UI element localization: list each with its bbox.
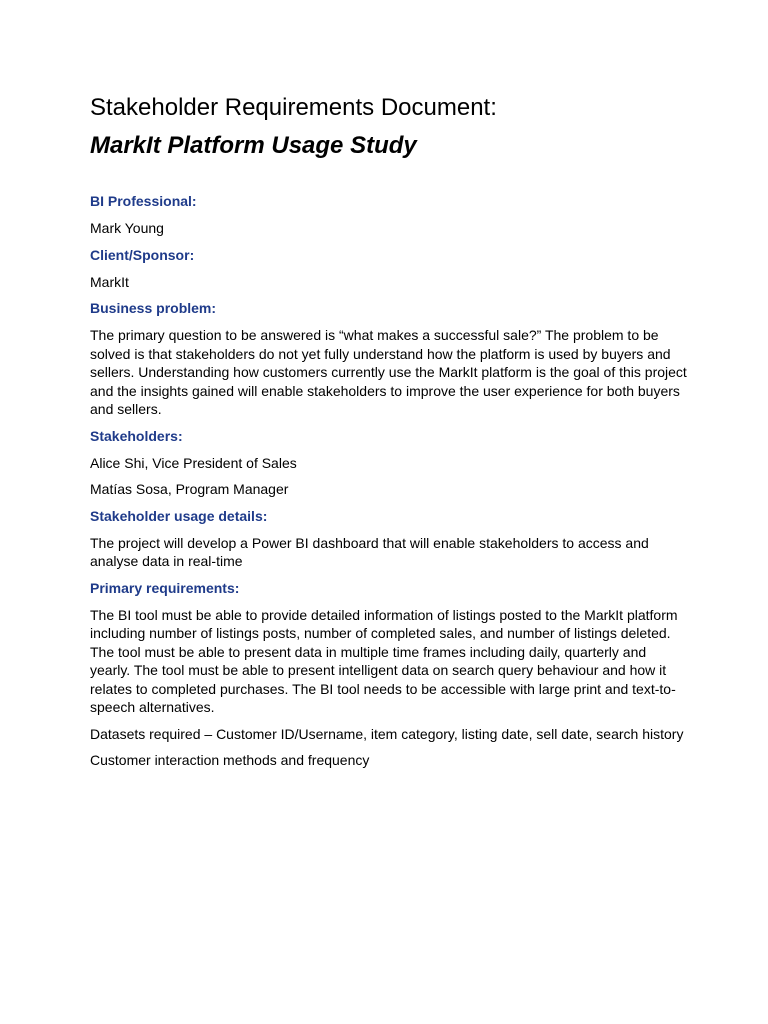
client-sponsor-colon: : <box>189 246 195 263</box>
requirements-paragraph: The BI tool must be able to provide detailed information of listings posted to the MarkIt platform including number of listings posts, number of completed sales, and number of listings deleted. The tool must be able to present data in multiple time frames including daily, quarterly and yearly. The tool must be able to present intelligent data on search query behaviour and how it relates to completed purchases. The BI tool needs to be accessible with large print and text-to-speech alternatives. <box>90 606 678 715</box>
bi-professional-value: Mark Young <box>90 220 164 236</box>
primary-requirements-label: Primary requirements <box>90 579 235 596</box>
usage-details-label: Stakeholder usage details <box>90 507 263 524</box>
primary-requirements-colon: : <box>234 579 240 596</box>
client-sponsor-label: Client/Sponsor <box>90 246 190 263</box>
business-problem-label: Business problem: <box>90 300 217 316</box>
stakeholder-item: Alice Shi, Vice President of Sales <box>90 454 297 471</box>
section-primary-requirements <box>90 579 690 770</box>
section-business-problem <box>90 299 690 419</box>
stakeholder-item: Matías Sosa, Program Manager <box>90 481 289 497</box>
business-problem-text: The primary question to be answered is “what makes a successful sale?” The problem to be solved is that stakeholders do not yet fully understand how the platform is used by buyers and sellers. Understanding how customers currently use the MarkIt platform is the goal of this project and the insights gained will enable stakeholders to improve the user experience for both buyers and sellers. <box>90 327 687 417</box>
usage-details-text: The project will develop a Power BI dashboard that will enable stakeholders to access and analyse data in real-time <box>90 534 649 569</box>
bi-professional-label: BI Professional <box>90 193 192 209</box>
document-page <box>90 92 690 770</box>
section-client-sponsor <box>90 246 690 292</box>
document-subtitle: MarkIt Platform Usage Study <box>90 132 417 159</box>
bi-professional-colon: : <box>191 193 197 209</box>
section-usage-details <box>90 507 690 571</box>
stakeholders-colon: : <box>177 427 183 444</box>
section-bi-professional <box>90 192 690 238</box>
requirements-paragraph: Datasets required – Customer ID/Username, item category, listing date, sell date, search history <box>90 725 684 742</box>
section-stakeholders <box>90 427 690 499</box>
client-sponsor-value: MarkIt <box>90 273 129 290</box>
stakeholders-label: Stakeholders <box>90 427 178 444</box>
document-title: Stakeholder Requirements Document: <box>90 94 497 121</box>
usage-details-colon: : <box>262 507 268 524</box>
requirements-paragraph: Customer interaction methods and frequency <box>90 752 370 768</box>
